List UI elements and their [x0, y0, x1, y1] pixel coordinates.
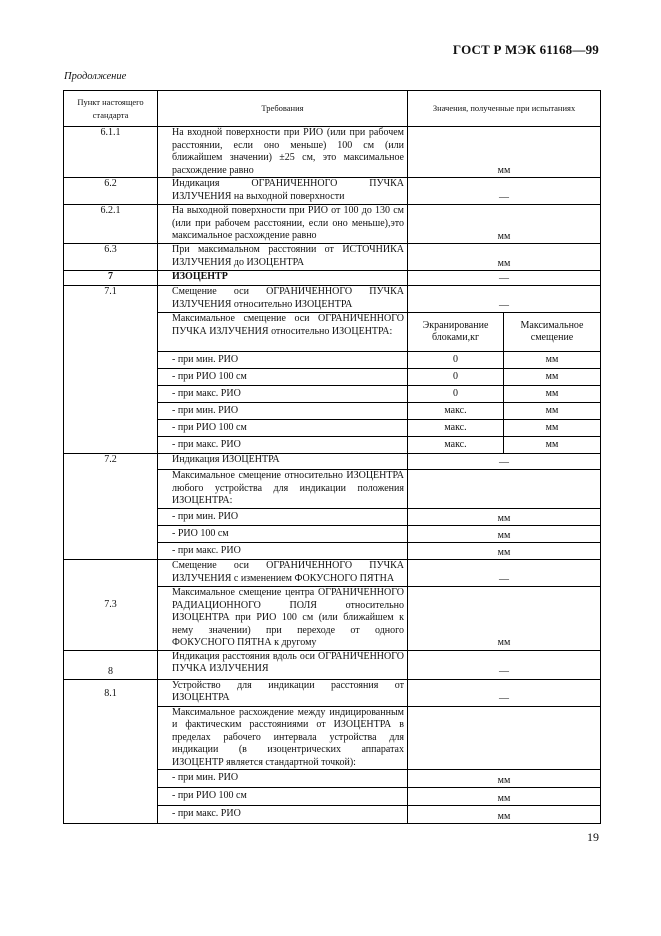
table-row [64, 205, 601, 244]
table-row [64, 454, 601, 470]
value-cell: мм [408, 770, 601, 788]
value-cell: мм [408, 526, 601, 543]
item-label: - при мин. РИО [158, 403, 408, 420]
table-row [64, 679, 601, 706]
requirements-table [63, 90, 601, 824]
value-cell: — [408, 679, 601, 706]
item-label: - при РИО 100 см [158, 420, 408, 437]
table-row [64, 271, 601, 286]
table-row [64, 244, 601, 271]
requirement-text: Максимальное смещение относительно ИЗОЦЕНТРА любого устройства для индикации положения ИЗОЦЕНТРА: [158, 470, 408, 509]
value-cell: мм [504, 403, 601, 420]
item-label: - РИО 100 см [158, 526, 408, 543]
clause-number: 8 [64, 650, 158, 679]
item-label: - при макс. РИО [158, 386, 408, 403]
item-label: - при макс. РИО [158, 437, 408, 454]
header-values: Значения, полученные при испытаниях [408, 91, 601, 127]
document-header: ГОСТ Р МЭК 61168—99 [452, 42, 599, 57]
clause-number: 8.1 [64, 679, 158, 824]
requirement-text: ИЗОЦЕНТР [158, 271, 408, 286]
page-number: 19 [587, 830, 599, 844]
value-cell: мм [408, 509, 601, 526]
item-label: - при макс. РИО [158, 543, 408, 560]
value-cell: — [408, 560, 601, 587]
requirement-text: На выходной поверхности при РИО от 100 до 130 см (или при рабочем расстоянии, если оно меньше),это максимальное расхождение равно [158, 205, 408, 244]
table-row [64, 286, 601, 313]
value-cell: — [408, 286, 601, 313]
requirement-text: При максимальном расстоянии от ИСТОЧНИКА ИЗЛУЧЕНИЯ до ИЗОЦЕНТРА [158, 244, 408, 271]
clause-number: 7.3 [64, 560, 158, 651]
value-cell: — [408, 454, 601, 470]
clause-number: 7 [64, 271, 158, 286]
value-cell: мм [408, 205, 601, 244]
shield-value: макс. [408, 403, 504, 420]
table-row [64, 560, 601, 587]
table-row [64, 650, 601, 679]
item-label: - при мин. РИО [158, 352, 408, 369]
item-label: - при РИО 100 см [158, 369, 408, 386]
value-cell: мм [408, 788, 601, 806]
value-cell: мм [504, 386, 601, 403]
item-label: - при мин. РИО [158, 770, 408, 788]
item-label: - при РИО 100 см [158, 788, 408, 806]
header-requirements: Требования [158, 91, 408, 127]
value-cell: — [408, 178, 601, 205]
requirement-text: На входной поверхности при РИО (или при рабочем расстоянии, если оно меньше) 100 см (или ближайшем значении) ±25 см, это максимальное расхождение равно [158, 127, 408, 178]
requirement-text: Смещение оси ОГРАНИЧЕННОГО ПУЧКА ИЗЛУЧЕНИЯ относительно ИЗОЦЕНТРА [158, 286, 408, 313]
requirement-text: Индикация ИЗОЦЕНТРА [158, 454, 408, 470]
value-cell: мм [504, 352, 601, 369]
subheader-max-offset: Максимальное смещение [504, 313, 601, 352]
clause-number: 6.1.1 [64, 127, 158, 178]
requirement-text: Индикация расстояния вдоль оси ОГРАНИЧЕННОГО ПУЧКА ИЗЛУЧЕНИЯ [158, 650, 408, 679]
value-cell: мм [504, 369, 601, 386]
clause-number: 6.2 [64, 178, 158, 205]
item-label: - при макс. РИО [158, 806, 408, 824]
shield-value: 0 [408, 352, 504, 369]
value-cell: мм [408, 127, 601, 178]
clause-number: 7.2 [64, 454, 158, 560]
shield-value: 0 [408, 386, 504, 403]
clause-number: 7.1 [64, 286, 158, 454]
value-cell: мм [408, 806, 601, 824]
table-row [64, 127, 601, 178]
value-cell: — [408, 650, 601, 679]
value-cell: мм [408, 244, 601, 271]
requirement-text: Максимальное смещение оси ОГРАНИЧЕННОГО ПУЧКА ИЗЛУЧЕНИЯ относительно ИЗОЦЕНТРА: [158, 313, 408, 352]
item-label: - при мин. РИО [158, 509, 408, 526]
value-cell: — [408, 271, 601, 286]
value-cell: мм [504, 420, 601, 437]
table-row [64, 178, 601, 205]
shield-value: 0 [408, 369, 504, 386]
value-cell: мм [408, 543, 601, 560]
table-header-row [64, 91, 601, 127]
continuation-label: Продолжение [64, 71, 127, 82]
shield-value: макс. [408, 437, 504, 454]
header-clause: Пункт настоящего стандарта [64, 91, 158, 127]
requirement-text: Максимальное смещение центра ОГРАНИЧЕННОГО РАДИАЦИОННОГО ПОЛЯ относительно ИЗОЦЕНТРА при РИО 100 см (или ближайшем к нему значении) при переходе от одного ФОКУСНОГО ПЯТНА к другому [158, 587, 408, 651]
subheader-shielding: Экранирование блоками,кг [408, 313, 504, 352]
value-cell: мм [504, 437, 601, 454]
value-cell: мм [408, 587, 601, 651]
clause-number: 6.2.1 [64, 205, 158, 244]
clause-number: 6.3 [64, 244, 158, 271]
requirement-text: Индикация ОГРАНИЧЕННОГО ПУЧКА ИЗЛУЧЕНИЯ на выходной поверхности [158, 178, 408, 205]
requirement-text: Смещение оси ОГРАНИЧЕННОГО ПУЧКА ИЗЛУЧЕНИЯ с изменением ФОКУСНОГО ПЯТНА [158, 560, 408, 587]
requirement-text: Максимальное расхождение между индицированным и фактическим расстояниями от ИЗОЦЕНТРА в пределах рабочего интервала устройства для индикации (в изоцентрических аппаратах ИЗОЦЕНТР является стандартной точкой): [158, 706, 408, 770]
requirement-text: Устройство для индикации расстояния от ИЗОЦЕНТРА [158, 679, 408, 706]
shield-value: макс. [408, 420, 504, 437]
